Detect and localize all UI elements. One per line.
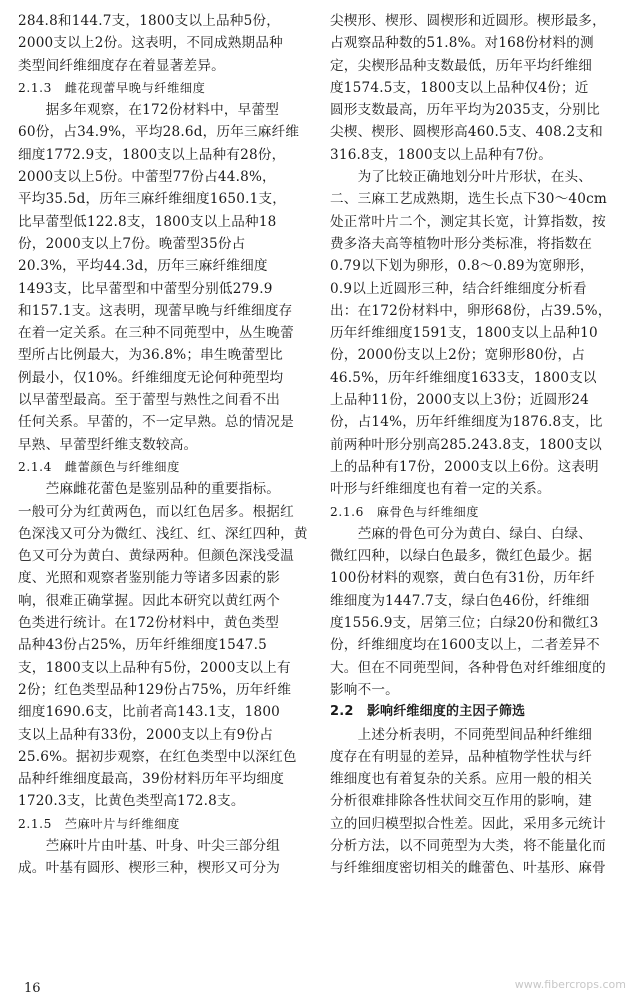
right-column bbox=[330, 10, 626, 880]
text-line: 响，很难正确掌握。因此本研究以黄红两个 bbox=[18, 592, 281, 609]
text-line: 和157.1支。这表明，现蕾早晚与纤维细度存 bbox=[18, 302, 293, 319]
text-line: 度存在有明显的差异，品种植物学性状与纤 bbox=[330, 748, 593, 765]
text-line: 支，1800支以上品种有5份，2000支以上有 bbox=[18, 659, 291, 676]
text-line: 比早蕾型低122.8支，1800支以上品种18 bbox=[18, 213, 277, 230]
left-column bbox=[18, 10, 314, 880]
text-line: 上述分析表明，不同蔸型间品种纤维细 bbox=[330, 726, 593, 743]
text-line: 尖楔形、楔形、圆楔形和近圆形。楔形最多， bbox=[330, 13, 606, 29]
section-heading: 2.1.4 雌蕾颜色与纤维细度 bbox=[18, 459, 180, 474]
text-line: 份，2000支以上7份。晚蕾型35份占 bbox=[18, 235, 246, 252]
page-number: 16 bbox=[24, 981, 41, 996]
text-line: 圆形支数最高，历年平均为2035支，分别比 bbox=[330, 102, 600, 119]
text-line: 以早蕾型最高。至于蕾型与熟性之间看不出 bbox=[18, 392, 281, 409]
section-heading: 2.1.6 麻骨色与纤维细度 bbox=[330, 504, 480, 519]
text-line: 占观察品种数的51.8%。对168份材料的测 bbox=[330, 35, 594, 52]
text-line: 类型间纤维细度存在着显著差异。 bbox=[18, 57, 225, 74]
text-line: 支以上品种有33份，2000支以上有9份占 bbox=[18, 726, 274, 743]
text-line: 一般可分为红黄两色，而以红色居多。根据红 bbox=[18, 503, 294, 520]
text-line: 1720.3支，比黄色类型高172.8支。 bbox=[18, 793, 245, 810]
text-line: 46.5%，历年纤维细度1633支，1800支以 bbox=[330, 369, 597, 386]
text-line: 据多年观察，在172份材料中，早蕾型 bbox=[18, 102, 280, 119]
text-line: 品种纤维细度最高，39份材料历年平均细度 bbox=[18, 771, 284, 788]
text-line: 细度1690.6支，比前者高143.1支，1800 bbox=[18, 704, 281, 721]
text-line: 处正常叶片二个，测定其长宽，计算指数，按 bbox=[330, 213, 606, 230]
text-line: 为了比较正确地划分叶片形状，在头、 bbox=[330, 169, 593, 186]
text-line: 历年纤维细度1591支，1800支以上品种10 bbox=[330, 325, 598, 342]
text-line: 苎麻雌花蕾色是鉴别品种的重要指标。 bbox=[18, 481, 281, 498]
text-line: 1493支，比早蕾型和中蕾型分别低279.9 bbox=[18, 280, 273, 297]
text-line: 出：在172份材料中，卵形68份，占39.5%， bbox=[330, 302, 612, 319]
text-line: 微红四种，以绿白色最多，微红色最少。据 bbox=[330, 548, 593, 565]
text-line: 成。叶基有圆形、楔形三种，楔形又可分为 bbox=[18, 860, 281, 877]
text-line: 分析方法，以不同蔸型为大类，将不能量化而 bbox=[330, 837, 606, 854]
text-line: 20.3%，平均44.3d，历年三麻纤维细度 bbox=[18, 258, 268, 275]
text-line: 与纤维细度密切相关的雌蕾色、叶基形、麻骨 bbox=[330, 860, 606, 877]
text-line: 度、光照和观察者鉴别能力等诸多因素的影 bbox=[18, 570, 281, 587]
text-line: 尖楔、楔形、圆楔形高460.5支、408.2支和 bbox=[330, 124, 603, 141]
text-line: 影响不一。 bbox=[330, 681, 399, 698]
text-line: 色又可分为黄白、黄绿两种。但颜色深浅受温 bbox=[18, 548, 294, 565]
text-line: 细度1772.9支，1800支以上品种有28份， bbox=[18, 146, 286, 163]
text-line: 60份，占34.9%，平均28.6d，历年三麻纤维 bbox=[18, 124, 300, 141]
text-line: 早熟、早蕾型纤维支数较高。 bbox=[18, 436, 198, 453]
text-line: 0.9以上近圆形三种，结合纤维细度分析看 bbox=[330, 280, 587, 297]
text-line: 上的品种有17份，2000支以上6份。这表明 bbox=[330, 458, 599, 475]
text-line: 费多洛夫高等植物叶形分类标准，将指数在 bbox=[330, 235, 593, 252]
section-heading: 2.1.5 苎麻叶片与纤维细度 bbox=[18, 816, 180, 831]
text-line: 立的回归模型拟合性差。因此，采用多元统计 bbox=[330, 815, 606, 832]
text-line: 前两种叶形分别高285.243.8支，1800支以 bbox=[330, 436, 602, 453]
text-line: 2份；红色类型品种129份占75%，历年纤维 bbox=[18, 681, 292, 698]
text-line: 色深浅又可分为微红、浅红、红、深红四种，黄 bbox=[18, 525, 308, 542]
text-line: 叶形与纤维细度也有着一定的关系。 bbox=[330, 481, 551, 498]
text-line: 份，2000份支以上2份；宽卵形80份，占 bbox=[330, 347, 586, 364]
text-line: 316.8支，1800支以上品种有7份。 bbox=[330, 146, 553, 163]
text-line: 平均35.5d，历年三麻纤维细度1650.1支， bbox=[18, 191, 287, 208]
text-line: 在着一定关系。在三种不同蔸型中，丛生晚蕾 bbox=[18, 325, 294, 342]
text-line: 苎麻叶片由叶基、叶身、叶尖三部分组 bbox=[18, 837, 281, 854]
text-line: 任何关系。早蕾的，不一定早熟。总的情况是 bbox=[18, 414, 294, 431]
text-line: 二、三麻工艺成熟期，选生长点下30～40cm bbox=[330, 191, 607, 208]
text-line: 份，纤维细度均在1600支以上，二者差异不 bbox=[330, 637, 600, 654]
text-line: 2000支以上2份。这表明，不同成熟期品种 bbox=[18, 35, 283, 52]
text-line: 份，占14%，历年纤维细度为1876.8支，比 bbox=[330, 414, 603, 431]
text-line: 色类进行统计。在172份材料中，黄色类型 bbox=[18, 615, 280, 632]
text-line: 例最小，仅10%。纤维细度无论何种蔸型均 bbox=[18, 369, 284, 386]
text-line: 定，尖楔形品种支数最低，历年平均纤维细 bbox=[330, 57, 593, 74]
text-line: 25.6%。据初步观察，在红色类型中以深红色 bbox=[18, 748, 297, 765]
text-line: 0.79以下划为卵形，0.8～0.89为宽卵形， bbox=[330, 258, 594, 275]
text-line: 度1574.5支，1800支以上品种仅4份；近 bbox=[330, 79, 589, 96]
text-line: 维细度为1447.7支，绿白色46份，纤维细 bbox=[330, 592, 590, 609]
text-line: 品种43份占25%，历年纤维细度1547.5 bbox=[18, 637, 268, 654]
text-line: 2000支以上5份。中蕾型77份占44.8%， bbox=[18, 169, 276, 186]
text-line: 度1556.9支，居第三位；白绿20份和微红3 bbox=[330, 615, 599, 632]
watermark: www.fibercrops.com bbox=[514, 978, 626, 991]
section-heading: 2.2 影响纤维细度的主因子筛选 bbox=[330, 704, 526, 720]
section-heading: 2.1.3 雌花现蕾早晚与纤维细度 bbox=[18, 80, 206, 95]
text-line: 型所占比例最大，为36.8%；串生晚蕾型比 bbox=[18, 347, 283, 364]
text-line: 大。但在不同蔸型间，各种骨色对纤维细度的 bbox=[330, 659, 606, 676]
text-line: 284.8和144.7支，1800支以上品种5份， bbox=[18, 13, 281, 29]
text-line: 分析很难排除各性状间交互作用的影响，建 bbox=[330, 793, 593, 810]
text-line: 苎麻的骨色可分为黄白、绿白、白绿、 bbox=[330, 525, 593, 542]
text-line: 上品种11份，2000支以上3份；近圆形24 bbox=[330, 392, 589, 409]
text-line: 维细度也有着复杂的关系。应用一般的相关 bbox=[330, 771, 593, 788]
text-line: 100份材料的观察，黄白色有31份，历年纤 bbox=[330, 570, 595, 587]
